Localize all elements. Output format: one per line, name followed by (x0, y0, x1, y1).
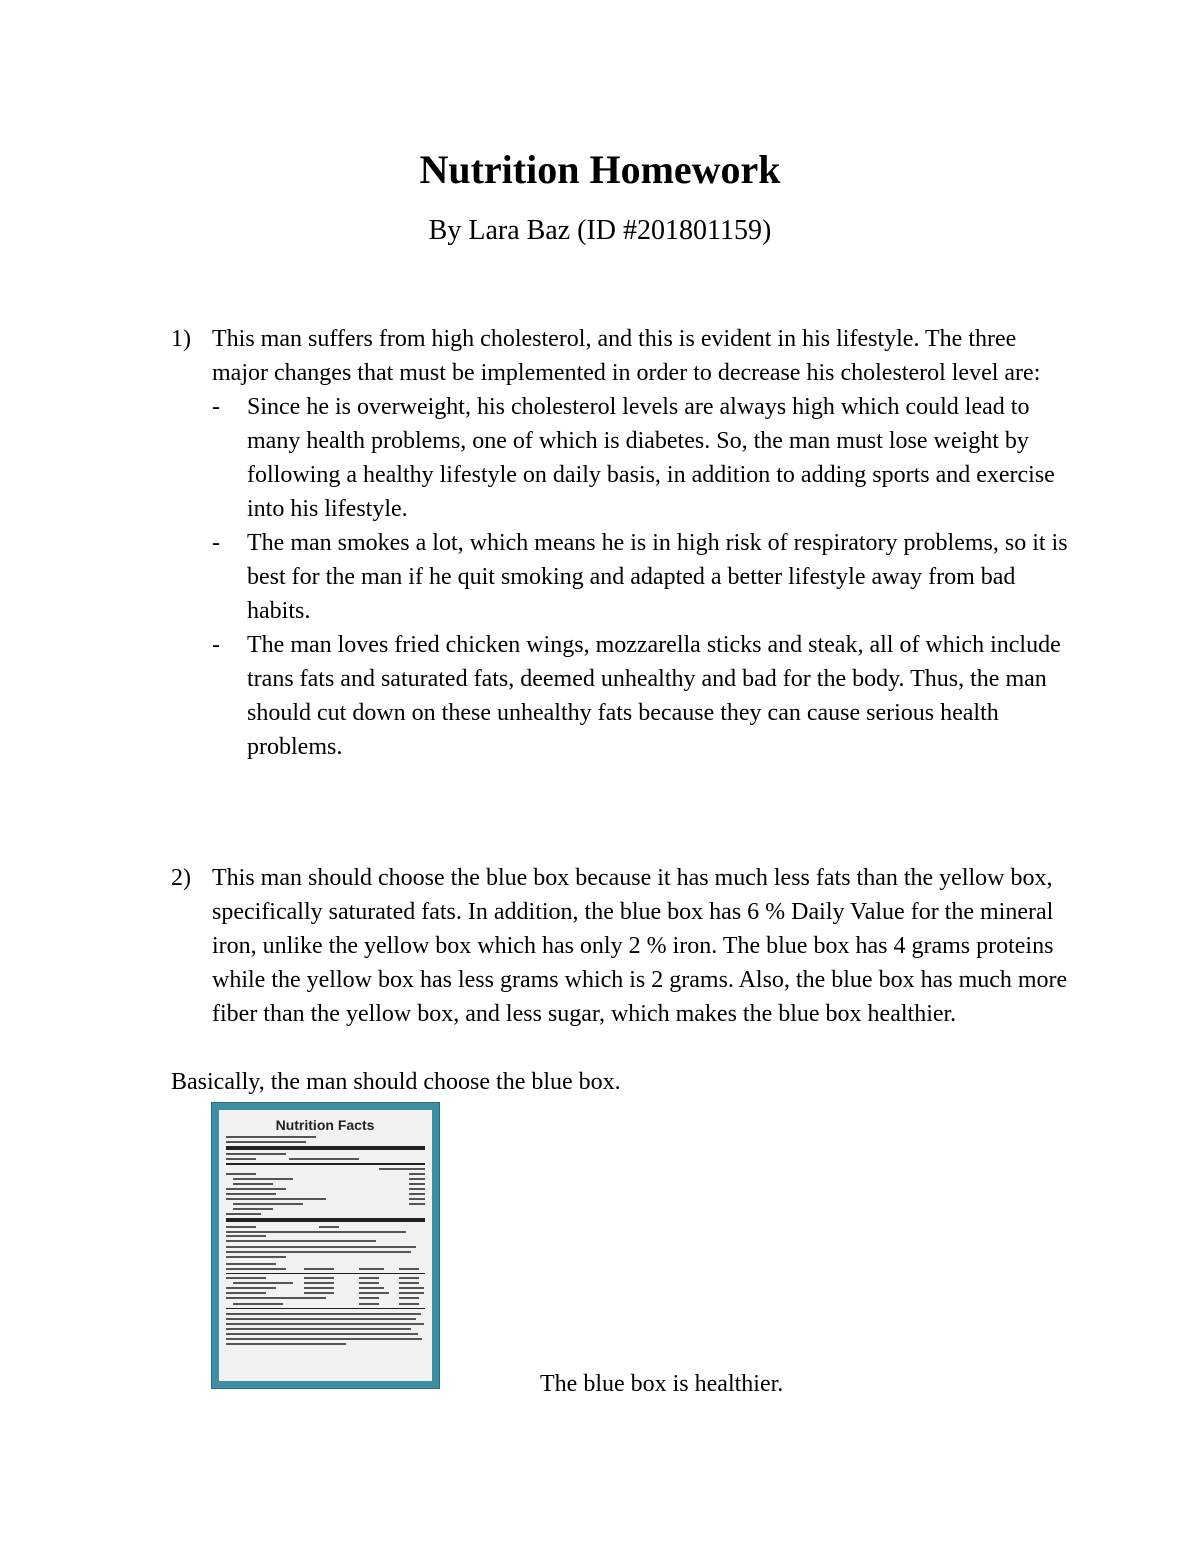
bullet-text: The man loves fried chicken wings, mozzarella sticks and steak, all of which include trans fats and saturated fats, deemed unhealthy and bad for the body. Thus, the man should cut down on these unhealthy fats because they can cause serious health problems. (247, 632, 1061, 760)
bullet-marker: - (212, 530, 220, 556)
list-item (212, 526, 1071, 628)
question-2-conclusion: Basically, the man should choose the blue box. (171, 1069, 621, 1095)
question-2-paragraph: This man should choose the blue box because it has much less fats than the yellow box, specifically saturated fats. In addition, the blue box has 6 % Daily Value for the mineral iron, unlike the yellow box which has only 2 % iron. The blue box has 4 grams proteins while the yellow box has less grams which is 2 grams. Also, the blue box has much more fiber than the yellow box, and less sugar, which makes the blue box healthier. (212, 865, 1068, 1027)
question-2 (171, 861, 1071, 1031)
question-2-number: 2) (171, 865, 191, 891)
list-item (212, 628, 1071, 764)
label-heading: Nutrition Facts (275, 1117, 375, 1133)
question-2-body (212, 861, 1071, 1031)
nutrition-label-graphic (219, 1110, 432, 1381)
list-item (212, 390, 1071, 526)
nutrition-label-panel (219, 1110, 432, 1381)
page-title: Nutrition Homework (419, 147, 781, 192)
question-1-intro: This man suffers from high cholesterol, and this is evident in his lifestyle. The three major changes that must be implemented in order to decrease his cholesterol level are: (212, 326, 1041, 386)
bullet-text: The man smokes a lot, which means he is in high risk of respiratory problems, so it is best for the man if he quit smoking and adapted a better lifestyle away from bad habits. (247, 530, 1068, 624)
bullet-text: Since he is overweight, his cholesterol levels are always high which could lead to many health problems, one of which is diabetes. So, the man must lose weight by following a healthy lifestyle on daily basis, in addition to adding sports and exercise into his lifestyle. (247, 394, 1055, 522)
question-2-conclusion-wrapper (171, 1065, 1071, 1099)
author-byline: By Lara Baz (ID #201801159) (428, 215, 772, 246)
nutrition-label-image (211, 1102, 440, 1389)
question-1 (171, 322, 1071, 764)
bullet-marker: - (212, 632, 220, 658)
bullet-marker: - (212, 394, 220, 420)
question-1-number: 1) (171, 326, 191, 352)
image-caption: The blue box is healthier. (540, 1371, 784, 1397)
question-1-body (212, 322, 1071, 764)
question-1-bullet-list (212, 390, 1071, 764)
